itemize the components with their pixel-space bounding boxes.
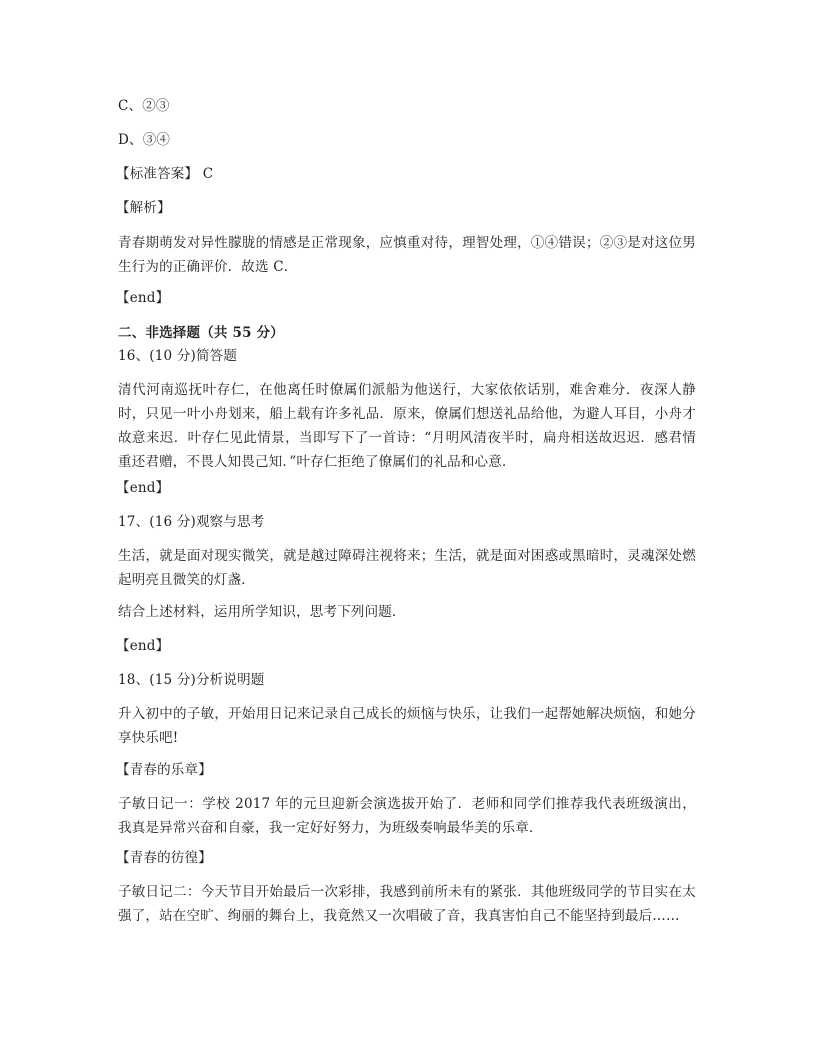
question-16-title: 16、(10 分)简答题 <box>118 348 238 364</box>
question-17-title: 17、(16 分)观察与思考 <box>118 514 265 530</box>
question-16-text: 清代河南巡抚叶存仁，在他离任时僚属们派船为他送行，大家依依话别，难舍难分．夜深人静时，只见一叶小舟划来，船上载有许多礼品．原来，僚属们想送礼品给他，为避人耳目，小舟才故意来迟．叶存仁见此情景，当即写下了一首诗：“月明风清夜半时，扁舟相送故迟迟．感君情重还君赠，不畏人知畏己知．”叶存仁拒绝了僚属们的礼品和心意． <box>118 382 696 470</box>
diary-entry-1: 子敏日记一：学校 2017 年的元旦迎新会演选拔开始了．老师和同学们推荐我代表班级演出，我真是异常兴奋和自豪，我一定好好努力，为班级奏响最华美的乐章． <box>118 796 696 836</box>
analysis-text: 青春期萌发对异性朦胧的情感是正常现象，应慎重对待，理智处理，①④错误；②③是对这位男生行为的正确评价．故选 C． <box>118 235 696 275</box>
analysis-label: 【解析】 <box>116 200 171 216</box>
option-c: C、②③ <box>118 98 170 114</box>
question-18-intro: 升入初中的子敏，开始用日记来记录自己成长的烦恼与快乐，让我们一起帮她解决烦恼，和她分享快乐吧! <box>118 706 696 746</box>
standard-answer: 【标准答案】 C <box>116 166 214 182</box>
question-17-text: 生活，就是面对现实微笑，就是越过障碍注视将来；生活，就是面对困惑或黑暗时，灵魂深处燃起明亮且微笑的灯盏． <box>118 548 696 588</box>
end-marker: 【end】 <box>116 638 170 654</box>
section-label-youth-movement: 【青春的乐章】 <box>116 762 212 778</box>
question-17-prompt: 结合上述材料，运用所学知识，思考下列问题． <box>118 604 406 620</box>
section-heading: 二、非选择题（共 55 分） <box>118 325 284 341</box>
end-marker: 【end】 <box>116 290 170 306</box>
end-marker: 【end】 <box>116 480 170 496</box>
option-d: D、③④ <box>118 132 171 148</box>
section-label-youth-hesitation: 【青春的彷徨】 <box>116 850 212 866</box>
question-18-title: 18、(15 分)分析说明题 <box>118 672 265 688</box>
diary-entry-2: 子敏日记二：今天节目开始最后一次彩排，我感到前所未有的紧张．其他班级同学的节目实在太强了，站在空旷、绚丽的舞台上，我竟然又一次唱破了音，我真害怕自己不能坚持到最后…… <box>118 884 696 924</box>
